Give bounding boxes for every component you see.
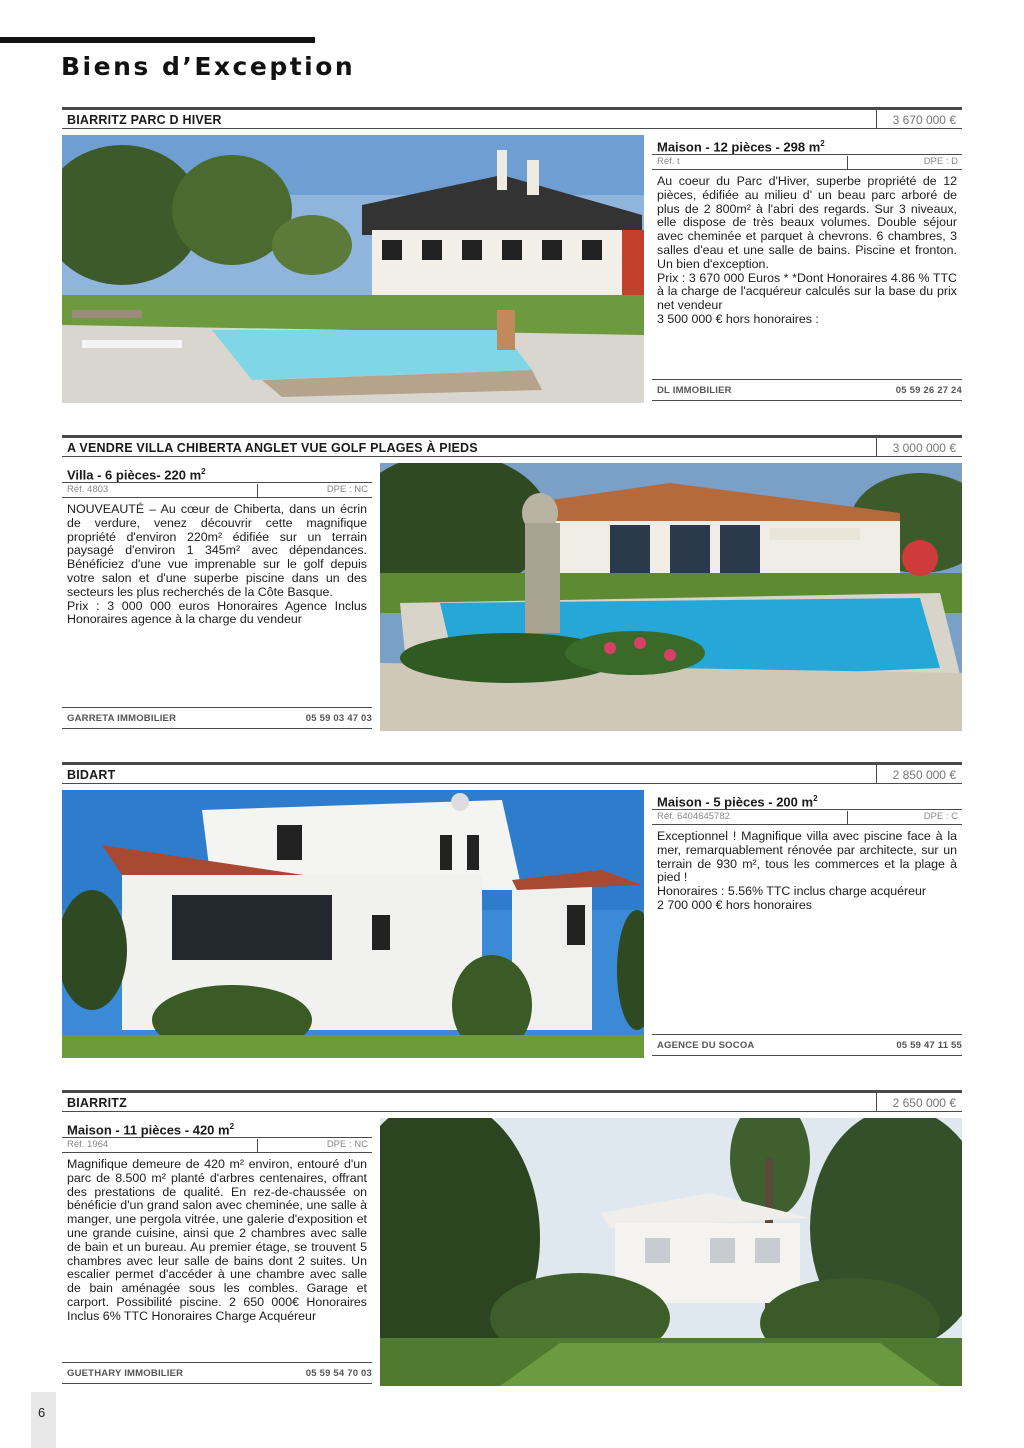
ref-line	[652, 810, 962, 825]
listing-subtitle	[62, 463, 372, 483]
property-photo	[380, 463, 962, 731]
description-fees: Honoraires : 5.56% TTC inclus charge acquéreur	[657, 884, 927, 899]
top-rule	[0, 37, 315, 43]
agency-bar	[652, 379, 962, 401]
subtitle-sup: 2	[813, 794, 818, 803]
listing-description	[652, 830, 962, 913]
listing-card	[62, 435, 962, 732]
description-text: Magnifique demeure de 420 m² environ, entouré d'un parc de 8.500 m² planté d'arbres centenaires, offrant des prestations de qualité. En rez-de-chaussée on bénéficie d'un grand salon avec cheminée, une salle à manger, une pergola vitrée, une galerie d'exposition et une grande cuisine, ainsi que 2 chambres avec salle de bain et un bureau. Au premier étage, se trouvent 5 chambres avec leur salle de bains dont 2 suites. Un escalier permet d'accéder à une chambre avec salle de bain aménagée sous les combles. Garage et carport. Possibilité piscine. 2 650 000€ Honoraires Inclus 6% TTC Honoraires Charge Acquéreur	[67, 1157, 367, 1323]
listing-price: 2 850 000 €	[876, 765, 962, 783]
listing-description	[62, 503, 372, 627]
listing-subtitle	[62, 1118, 372, 1138]
property-photo	[62, 135, 644, 403]
listing-title: BIARRITZ PARC D HIVER	[67, 113, 222, 127]
listing-ref: Réf. 1964	[67, 1139, 109, 1150]
property-photo	[380, 1118, 962, 1386]
agency-name: AGENCE DU SOCOA	[657, 1040, 755, 1051]
ref-line	[62, 1138, 372, 1153]
agency-bar	[62, 1362, 372, 1384]
agency-name: GUETHARY IMMOBILIER	[67, 1368, 184, 1379]
agency-bar	[62, 707, 372, 729]
listing-price: 3 670 000 €	[876, 110, 962, 128]
agency-name: DL IMMOBILIER	[657, 385, 732, 396]
listing-ref: Réf. 6404645782	[657, 811, 730, 822]
listing-card	[62, 107, 962, 404]
ref-line	[62, 483, 372, 498]
listing-price: 2 650 000 €	[876, 1093, 962, 1111]
description-price: Prix : 3 670 000 Euros * *Dont Honoraires 4.86 % TTC à la charge de l'acquéreur calculés sur la base du prix net vendeur	[657, 270, 957, 313]
agency-phone: 05 59 03 47 03	[305, 713, 372, 724]
page-number: 6	[38, 1405, 46, 1420]
agency-phone: 05 59 26 27 24	[895, 385, 962, 396]
listing-card	[62, 1090, 962, 1387]
listing-dpe: DPE : D	[847, 156, 958, 169]
description-text: Exceptionnel ! Magnifique villa avec piscine face à la mer, remarquablement rénovée par architecte, sur un terrain de 930 m², tous les commerces et la plage à pied !	[657, 829, 957, 885]
listing-price: 3 000 000 €	[876, 438, 962, 456]
description-net: 2 700 000 € hors honoraires	[657, 897, 812, 912]
listing-ref: Réf. t	[657, 156, 680, 167]
listing-ref: Réf. 4803	[67, 484, 109, 495]
listing-title: BIARRITZ	[67, 1096, 127, 1110]
ref-line	[652, 155, 962, 170]
agency-phone: 05 59 47 11 55	[896, 1040, 962, 1051]
listing-title: A VENDRE VILLA CHIBERTA ANGLET VUE GOLF PLAGES À PIEDS	[67, 441, 478, 455]
description-text: Au coeur du Parc d'Hiver, superbe propriété de 12 pièces, édifiée au milieu d' un beau parc arboré de plus de 2 800m² à l'abri des regards. Sur 3 niveaux, elle dispose de très beaux volumes. Double séjour avec cheminée et parquet à chevrons. 6 chambres, 3 salles d'eau et une salle de bains. Piscine et fronton. Un bien d'exception.	[657, 174, 957, 271]
listing-dpe: DPE : NC	[257, 1139, 368, 1152]
listing-title: BIDART	[67, 768, 116, 782]
subtitle-text: Maison - 11 pièces - 420 m	[67, 1122, 230, 1138]
description-net: 3 500 000 € hors honoraires :	[657, 311, 819, 326]
subtitle-sup: 2	[229, 1122, 235, 1131]
listing-header	[62, 1090, 962, 1112]
agency-name: GARRETA IMMOBILIER	[67, 713, 177, 724]
agency-bar	[652, 1034, 962, 1056]
listing-header	[62, 107, 962, 129]
listing-header	[62, 762, 962, 784]
property-photo	[62, 790, 644, 1058]
listing-description	[652, 175, 962, 327]
agency-phone: 05 59 54 70 03	[305, 1368, 372, 1379]
subtitle-text: Maison - 12 pièces - 298 m	[657, 139, 821, 155]
listing-info	[62, 463, 372, 703]
listing-description	[62, 1158, 372, 1324]
description-text: NOUVEAUTÉ – Au cœur de Chiberta, dans un écrin de verdure, venez découvrir cette magnifique propriété d'environ 220m² édifiée sur un terrain paysagé d'environ 1 345m² avec dépendances. Bénéficiez d'une vue imprenable sur le golf depuis votre salon et d'une superbe piscine dans un des secteurs les plus recherchés de la Côte Basque.	[67, 502, 367, 599]
subtitle-text: Maison - 5 pièces - 200 m	[657, 794, 814, 810]
listing-subtitle	[652, 790, 962, 810]
subtitle-sup: 2	[820, 139, 825, 148]
page-number-tab	[31, 1392, 56, 1448]
description-price: Prix : 3 000 000 euros Honoraires Agence Inclus Honoraires agence à la charge du vendeur	[67, 598, 367, 627]
subtitle-text: Villa - 6 pièces- 220 m	[67, 467, 202, 483]
listing-info	[652, 790, 962, 1030]
listing-info	[652, 135, 962, 375]
listing-info	[62, 1118, 372, 1358]
listing-header	[62, 435, 962, 457]
listing-dpe: DPE : NC	[257, 484, 368, 497]
listing-dpe: DPE : C	[847, 811, 958, 824]
listing-subtitle	[652, 135, 962, 155]
page-title: Biens d’Exception	[61, 52, 356, 81]
subtitle-sup: 2	[201, 467, 206, 476]
listing-card	[62, 762, 962, 1059]
